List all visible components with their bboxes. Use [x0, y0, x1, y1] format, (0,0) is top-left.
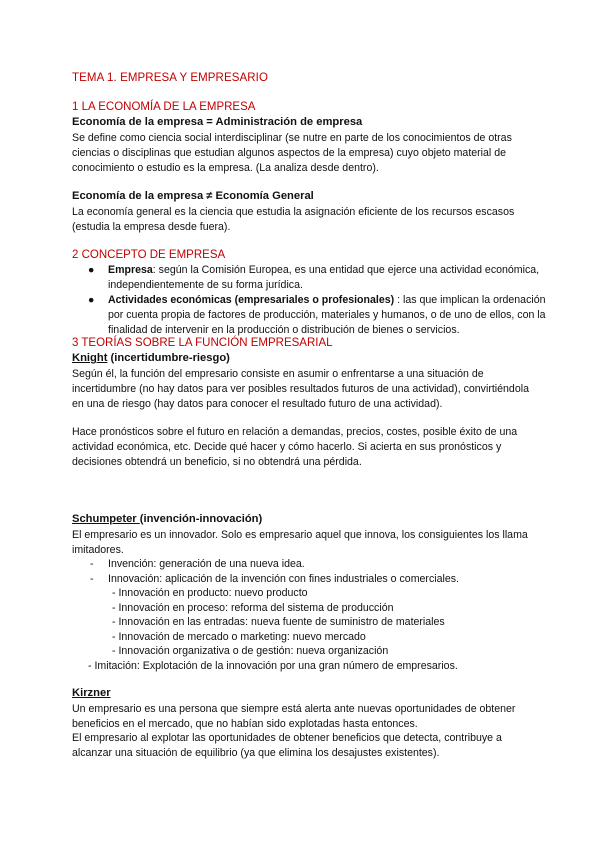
- bullet-item-empresa: [88, 263, 548, 293]
- bullet-list-concepto: [88, 263, 548, 338]
- author-knight: Knight: [72, 352, 108, 364]
- term-empresa: Empresa: [108, 264, 153, 276]
- list-item-invencion: Invención: generación de una nueva idea.: [108, 558, 305, 570]
- paragraph-economia-general: La economía general es la ciencia que estudia la asignación eficiente de los recursos escasos (estudia la empresa desde fuera).: [72, 206, 515, 233]
- schumpeter-subtitle: (invención-innovación): [139, 513, 263, 525]
- term-actividades: Actividades económicas (empresariales o profesionales): [108, 294, 395, 306]
- paragraph-kirzner-1: Un empresario es una persona que siempre está alerta ante nuevas oportunidades de obtener beneficios en el mercado, que no habían sido explotadas hasta entonces.: [72, 703, 516, 730]
- subheading-economia-empresa: Economía de la empresa = Administración de empresa: [72, 116, 363, 128]
- innovation-item-mercado: - Innovación de mercado o marketing: nuevo mercado: [112, 630, 366, 643]
- innovation-item-producto: - Innovación en producto: nuevo producto: [112, 587, 308, 599]
- section-heading-3: 3 TEORÍAS SOBRE LA FUNCIÓN EMPRESARIAL: [72, 337, 333, 349]
- paragraph-knight-1: Según él, la función del empresario consiste en asumir o enfrentarse a una situación de incertidumbre (no hay datos para ver posibles resultados futuros de una actividad), convirtiéndola en una de riesgo (hay datos para conocer el resultado futuro de una actividad).: [72, 368, 529, 410]
- bullet-item-actividades: [88, 293, 548, 338]
- paragraph-schumpeter: El empresario es un innovador. Solo es empresario aquel que innova, los consiguientes los llama imitadores.: [72, 529, 528, 556]
- dash-icon: -: [90, 573, 94, 585]
- paragraph-knight-2: Hace pronósticos sobre el futuro en relación a demandas, precios, costes, posible éxito de una actividad económica, etc. Decide qué hacer y cómo hacerlo. Si acierta en sus pronósticos y decisiones obtendrá un beneficio, si no obtendrá una pérdida.: [72, 426, 518, 468]
- definition-empresa: : según la Comisión Europea, es una entidad que ejerce una actividad económica, independientemente de su forma jurídica.: [108, 264, 540, 291]
- bullet-icon: ●: [88, 294, 95, 306]
- section-heading-1: 1 LA ECONOMÍA DE LA EMPRESA: [72, 101, 256, 113]
- innovation-item-entradas: - Innovación en las entradas: nueva fuente de suministro de materiales: [112, 616, 445, 628]
- subheading-knight: [72, 352, 230, 364]
- subheading-economia-general: Economía de la empresa ≠ Economía General: [72, 190, 314, 202]
- paragraph-economia-empresa: Se define como ciencia social interdisciplinar (se nutre en parte de los conocimientos de otras ciencias o disciplinas que estudian algunos aspectos de la empresa) cuyo objeto material de conocimiento o estudio es la empresa. (La analiza desde dentro).: [72, 132, 512, 174]
- bullet-icon: ●: [88, 264, 95, 276]
- author-schumpeter: Schumpeter: [72, 513, 140, 525]
- section-heading-2: 2 CONCEPTO DE EMPRESA: [72, 249, 226, 261]
- innovation-item-organizativa: - Innovación organizativa o de gestión: nueva organización: [112, 645, 389, 657]
- document-title: TEMA 1. EMPRESA Y EMPRESARIO: [72, 72, 269, 84]
- subheading-kirzner: [72, 687, 111, 699]
- paragraph-kirzner-2: El empresario al explotar las oportunidades de obtener beneficios que detecta, contribuye a alcanzar una situación de equilibrio (ya que elimina los desajustes existentes).: [72, 732, 502, 759]
- definition-actividades: : las que implican la ordenación por cuenta propia de factores de producción, materiales y humanos, o de uno de ellos, con la finalidad de intervenir en la producción o distribución de bienes o servicios.: [108, 294, 546, 336]
- dash-icon: -: [90, 558, 94, 570]
- subheading-schumpeter: [72, 513, 262, 525]
- author-kirzner: Kirzner: [72, 687, 111, 699]
- knight-subtitle: (incertidumbre-riesgo): [107, 352, 230, 364]
- list-item-imitacion: - Imitación: Explotación de la innovación por una gran número de empresarios.: [88, 659, 458, 672]
- innovation-item-proceso: - Innovación en proceso: reforma del sistema de producción: [112, 601, 394, 614]
- list-item-innovacion: Innovación: aplicación de la invención con fines industriales o comerciales.: [108, 573, 459, 585]
